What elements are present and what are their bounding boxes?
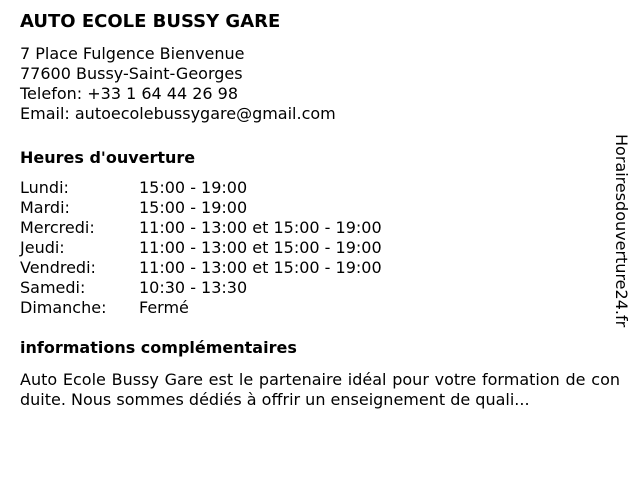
hours-day-label: Jeudi: (20, 238, 65, 257)
address-line-city: 77600 Bussy-Saint-Georges (20, 64, 243, 83)
address-line-street: 7 Place Fulgence Bienvenue (20, 44, 245, 63)
hours-row-tuesday (20, 198, 620, 218)
hours-row-wednesday (20, 218, 620, 238)
phone-line: Telefon: +33 1 64 44 26 98 (20, 84, 239, 103)
hours-day-label: Lundi: (20, 178, 69, 197)
hours-day-label: Mercredi: (20, 218, 95, 237)
business-name: AUTO ECOLE BUSSY GARE (20, 11, 281, 32)
hours-day-label: Vendredi: (20, 258, 96, 277)
hours-time-value: 15:00 - 19:00 (139, 198, 248, 217)
opening-hours-list (20, 178, 620, 318)
site-watermark: Horairesdouverture24.fr (612, 134, 631, 328)
hours-row-thursday (20, 238, 620, 258)
hours-time-value: 10:30 - 13:30 (139, 278, 248, 297)
hours-row-sunday (20, 298, 620, 318)
additional-info-heading: informations complémentaires (20, 338, 297, 357)
hours-day-label: Mardi: (20, 198, 70, 217)
hours-time-value: 11:00 - 13:00 et 15:00 - 19:00 (139, 218, 382, 237)
hours-row-saturday (20, 278, 620, 298)
contact-block (20, 44, 620, 124)
hours-row-friday (20, 258, 620, 278)
business-card (20, 10, 620, 410)
hours-time-value: 11:00 - 13:00 et 15:00 - 19:00 (139, 258, 382, 277)
additional-info-text: Auto Ecole Bussy Gare est le partenaire idéal pour votre formation de conduite. Nous sommes dédiés à offrir un enseignement de quali... (20, 370, 620, 409)
hours-day-label: Dimanche: (20, 298, 107, 317)
email-line: Email: autoecolebussygare@gmail.com (20, 104, 336, 123)
hours-time-value: 11:00 - 13:00 et 15:00 - 19:00 (139, 238, 382, 257)
hours-row-monday (20, 178, 620, 198)
hours-time-value: Fermé (139, 298, 189, 317)
opening-hours-heading: Heures d'ouverture (20, 148, 196, 167)
hours-day-label: Samedi: (20, 278, 86, 297)
hours-time-value: 15:00 - 19:00 (139, 178, 248, 197)
